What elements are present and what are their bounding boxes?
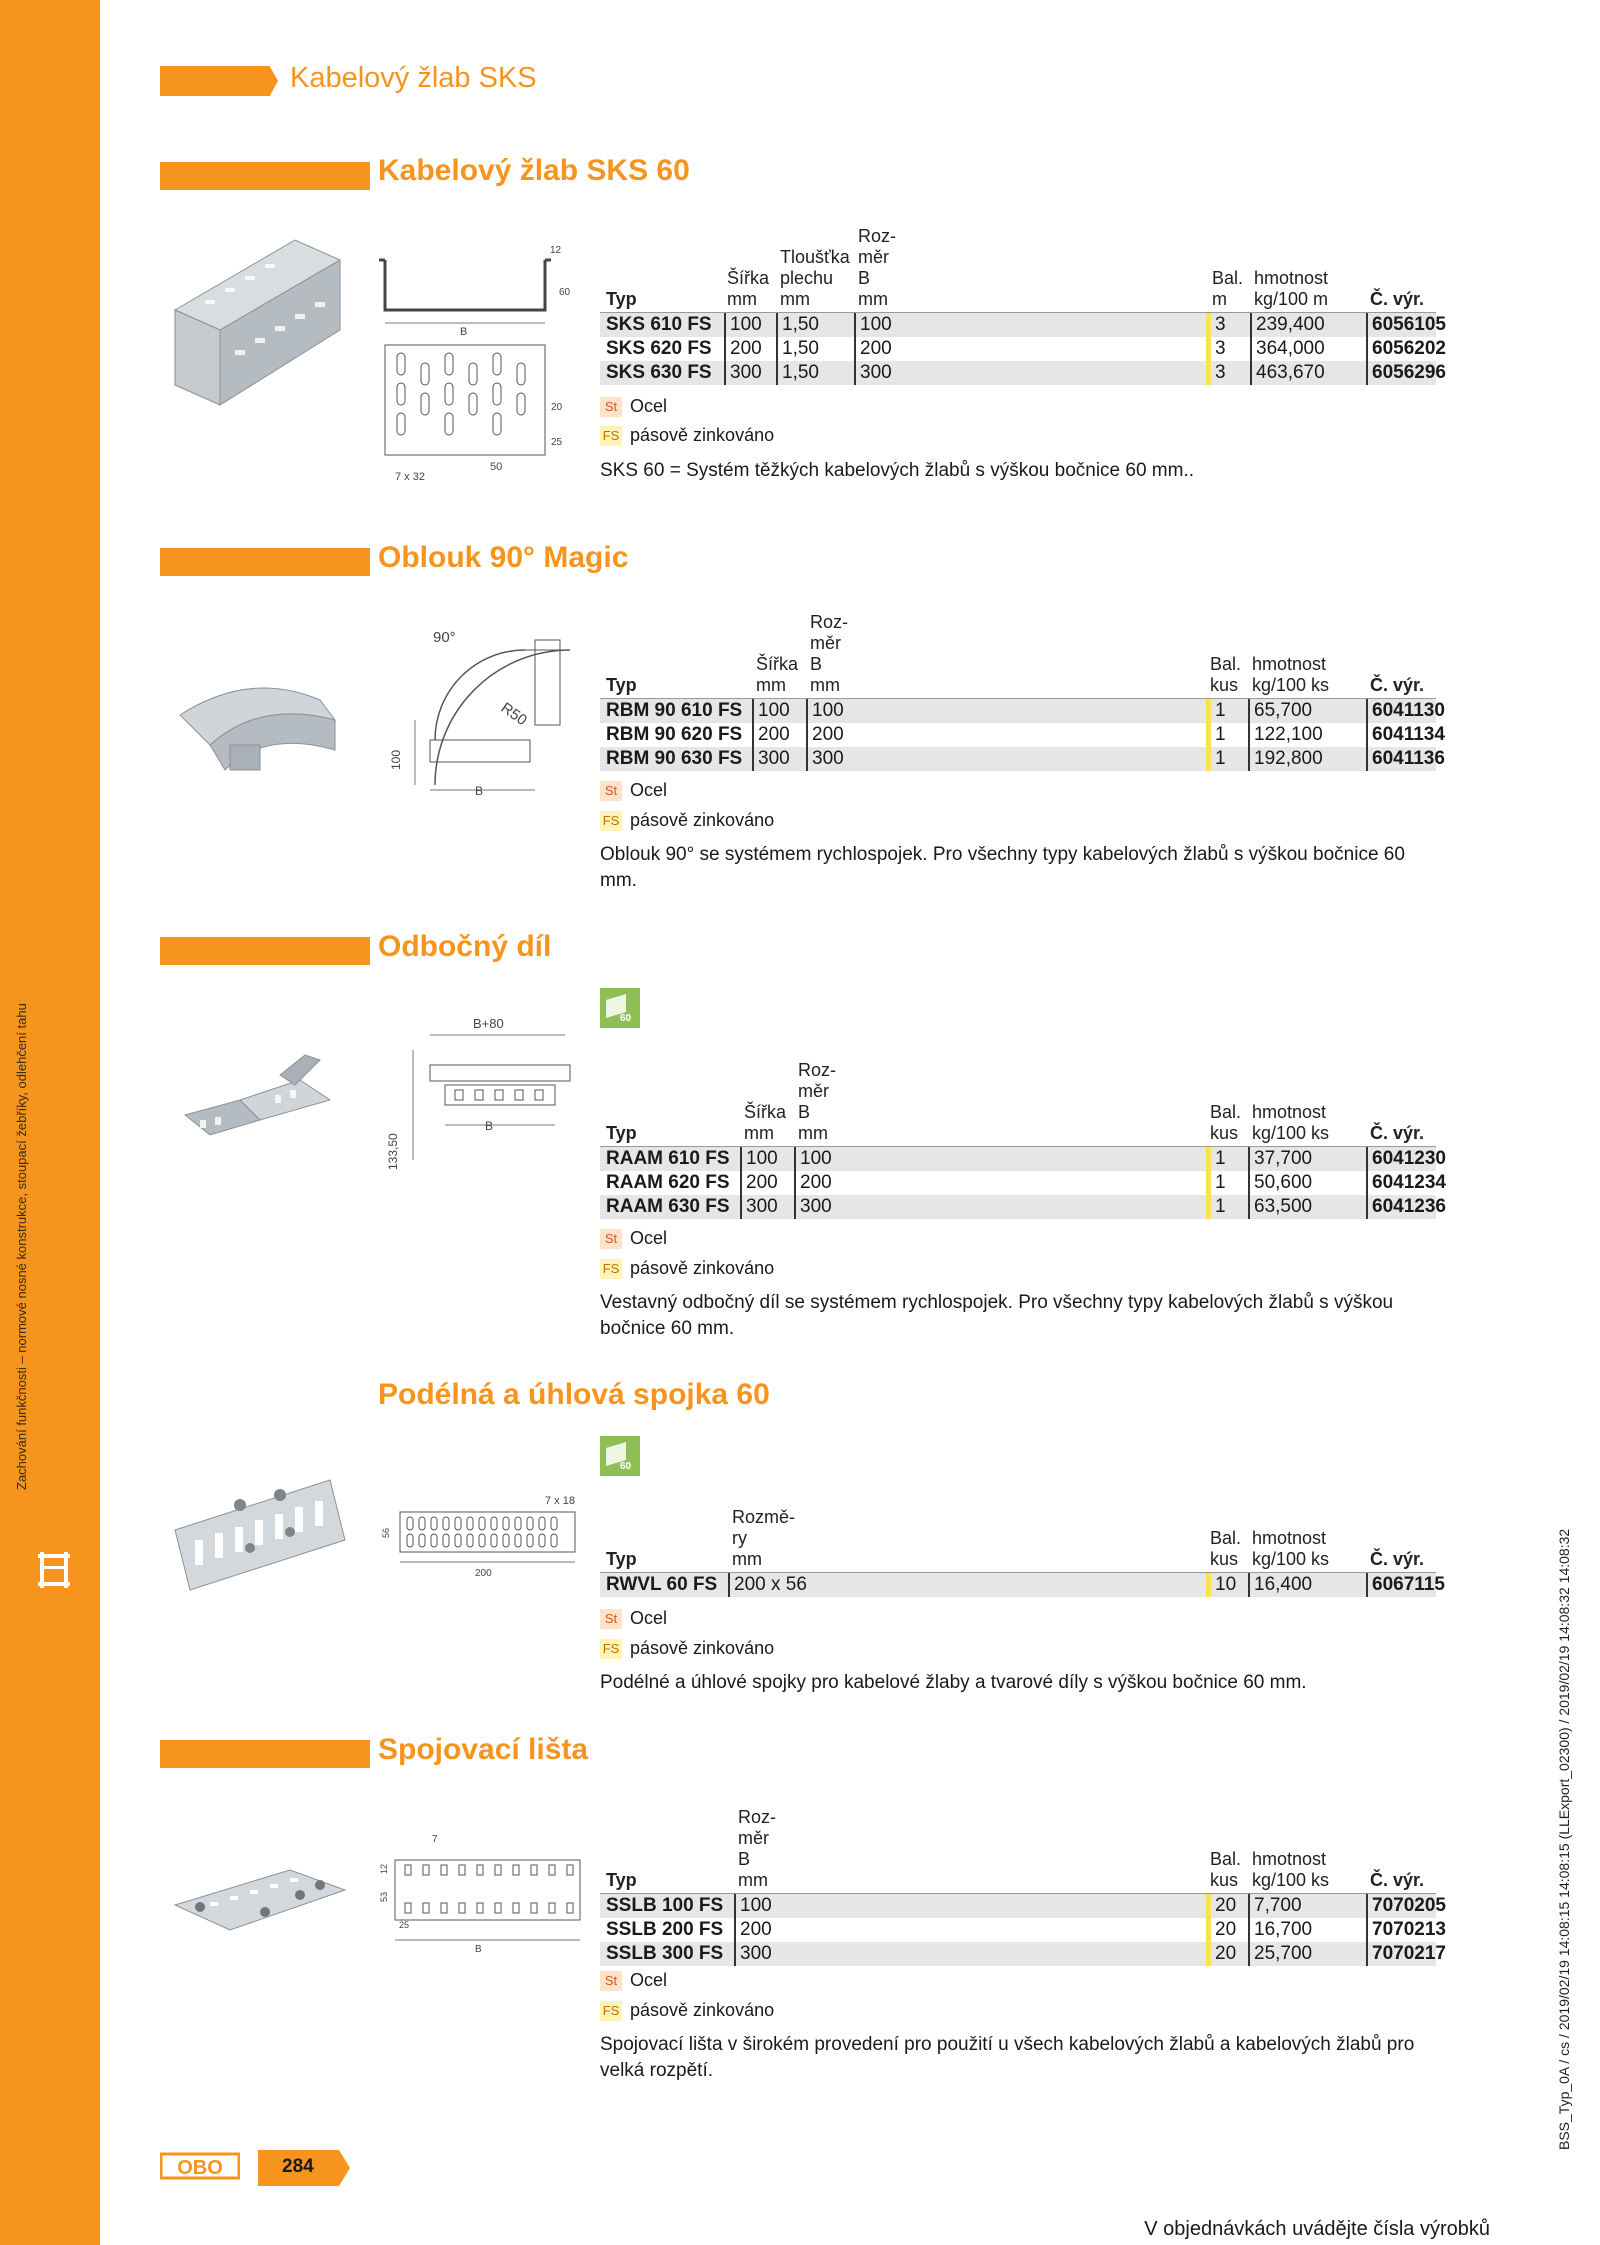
col-hmotnost: hmotnost kg/100 ks [1252, 1102, 1330, 1143]
table-row: SSLB 300 FS 300 20 25,700 7070217 [600, 1942, 1436, 1966]
ladder-icon [34, 1548, 74, 1592]
material-finish: FS pásově zinkováno [600, 1258, 774, 1279]
product-table [600, 1500, 1445, 1597]
dim-56: 56 [381, 1527, 391, 1538]
table-row: RBM 90 620 FS 200 200 1 122,100 6041134 [606, 724, 1445, 745]
table-row: SSLB 200 FS 200 20 16,700 7070213 [606, 1919, 1446, 1940]
dim-7: 7 [432, 1834, 438, 1845]
col-bal: Bal. kus [1210, 1102, 1242, 1143]
product-table [600, 1805, 1446, 1966]
col-cvyr: Č. výr. [1370, 1549, 1425, 1569]
col-tloustka: Tloušťka plechu mm [780, 247, 850, 309]
svg-text:OBO: OBO [177, 2157, 223, 2179]
dim-200: 200 [475, 1568, 492, 1579]
sidebar-text: Zachování funkčnosti – normové nosné konstrukce, stoupací žebříky, odlehčení tahu [14, 1003, 29, 1490]
section-bar [160, 937, 370, 965]
col-cvyr: Č. výr. [1370, 1870, 1425, 1890]
table-row: SKS 610 FS 100 1,50 100 3 239,400 6056105 [600, 312, 1436, 337]
bend-photo [170, 670, 340, 780]
dim-12: 12 [550, 245, 562, 256]
tee-photo [180, 1045, 340, 1145]
col-cvyr: Č. výr. [1370, 675, 1425, 695]
col-bal: Bal. kus [1210, 1849, 1242, 1890]
dim-b: B [485, 1119, 494, 1133]
section-title: Kabelový žlab SKS 60 [378, 154, 690, 187]
table-row: RAAM 610 FS 100 100 1 37,700 6041230 [600, 1146, 1436, 1171]
col-hmotnost: hmotnost kg/100 ks [1252, 1849, 1330, 1890]
col-bal: Bal. m [1212, 268, 1244, 309]
col-sirka: Šířka mm [727, 268, 770, 309]
quick-connect-60-icon [600, 988, 640, 1028]
section-title: Spojovací lišta [378, 1733, 589, 1766]
svg-text:60: 60 [620, 1013, 632, 1024]
cable-tray-photo [165, 230, 345, 410]
col-hmotnost: hmotnost kg/100 m [1254, 268, 1329, 309]
col-bal: Bal. kus [1210, 1528, 1242, 1569]
section-description: Spojovací lišta v širokém provedení pro použití u všech kabelových žlabů a kabelových žlabů pro velká rozpětí. [600, 2034, 1415, 2081]
section-description: Oblouk 90° se systémem rychlospojek. Pro všechny typy kabelových žlabů s výškou bočnice 60 mm. [600, 844, 1405, 891]
quick-connect-60-icon [600, 1436, 640, 1476]
section-description: Podélné a úhlové spojky pro kabelové žlaby a tvarové díly s výškou bočnice 60 mm. [600, 1672, 1307, 1693]
dim-12: 12 [379, 1863, 389, 1874]
material-steel: St Ocel [600, 1608, 667, 1629]
product-table [600, 612, 1445, 771]
table-row: RAAM 620 FS 200 200 1 50,600 6041234 [606, 1172, 1446, 1193]
col-rozmer: Roz- měr B mm [738, 1807, 777, 1890]
section-title: Odbočný díl [378, 930, 552, 963]
product-table [600, 226, 1446, 385]
dim-100: 100 [389, 749, 403, 770]
table-row: SKS 620 FS 200 1,50 200 3 364,000 6056202 [606, 338, 1446, 359]
table-row: RBM 90 630 FS 300 300 1 192,800 6041136 [600, 747, 1436, 771]
dim-50: 50 [490, 461, 503, 473]
col-rozmer: Roz- měr B mm [798, 1060, 837, 1143]
section-description: Vestavný odbočný díl se systémem rychlospojek. Pro všechny typy kabelových žlabů s výškou bočnice 60 mm. [600, 1292, 1394, 1339]
bend-drawing [375, 620, 585, 820]
table-row: SSLB 100 FS 100 20 7,700 7070205 [600, 1893, 1436, 1918]
col-typ: Typ [606, 1549, 637, 1569]
material-finish: FS pásově zinkováno [600, 425, 774, 446]
col-bal: Bal. kus [1210, 654, 1242, 695]
joint-strip-drawing [375, 1830, 585, 1955]
col-sirka: Šířka mm [744, 1102, 787, 1143]
dim-b-plus-80: B+80 [473, 1016, 504, 1031]
col-typ: Typ [606, 1870, 637, 1890]
col-rozmery: Rozmě- ry mm [732, 1507, 796, 1569]
dim-25: 25 [551, 437, 563, 448]
material-steel: St Ocel [600, 780, 667, 801]
col-rozmer: Roz- měr B mm [858, 226, 897, 309]
header-arrow [264, 66, 278, 96]
dim-25: 25 [399, 1920, 410, 1930]
cable-tray-drawing [375, 235, 575, 490]
header-bar [160, 66, 270, 96]
material-finish: FS pásově zinkováno [600, 1638, 774, 1659]
dim-7x18: 7 x 18 [545, 1495, 575, 1507]
joint-strip-photo [170, 1855, 350, 1945]
table-row: RWVL 60 FS 200 x 56 10 16,400 6067115 [600, 1572, 1436, 1597]
dim-7x32: 7 x 32 [395, 471, 425, 483]
col-typ: Typ [606, 1123, 637, 1143]
material-steel: St Ocel [600, 1228, 667, 1249]
document-export-note: BSS_Typ_0A / cs / 2019/02/19 14:08:15 14:08:15 (LLExport_02300) / 2019/02/19 14:08:32 14:08:32 [1556, 1528, 1572, 2150]
svg-text:60: 60 [620, 1461, 632, 1472]
dim-20: 20 [551, 402, 563, 413]
col-sirka: Šířka mm [756, 654, 799, 695]
material-finish: FS pásově zinkováno [600, 2000, 774, 2021]
dim-b: B [475, 784, 484, 798]
obo-logo [160, 2152, 240, 2180]
page-number: 284 [282, 2156, 314, 2177]
material-steel: St Ocel [600, 1970, 667, 1991]
table-row: RAAM 630 FS 300 300 1 63,500 6041236 [600, 1195, 1436, 1219]
material-steel: St Ocel [600, 396, 667, 417]
section-title: Oblouk 90° Magic [378, 541, 629, 574]
connector-photo [170, 1470, 350, 1600]
col-cvyr: Č. výr. [1370, 1123, 1425, 1143]
section-bar [160, 1740, 370, 1768]
dim-radius: R50 [497, 699, 531, 730]
section-title: Podélná a úhlová spojka 60 [378, 1378, 770, 1411]
dim-133: 133,50 [386, 1133, 400, 1170]
dim-53: 53 [379, 1891, 389, 1902]
material-finish: FS pásově zinkováno [600, 810, 774, 831]
product-table [600, 1060, 1446, 1219]
table-row: RBM 90 610 FS 100 100 1 65,700 6041130 [600, 698, 1436, 723]
col-typ: Typ [606, 289, 637, 309]
col-hmotnost: hmotnost kg/100 ks [1252, 1528, 1330, 1569]
section-bar [160, 162, 370, 190]
connector-drawing [375, 1490, 585, 1580]
col-hmotnost: hmotnost kg/100 ks [1252, 654, 1330, 695]
dim-b: B [460, 326, 468, 338]
col-typ: Typ [606, 675, 637, 695]
dim-angle: 90° [433, 629, 456, 646]
section-description: SKS 60 = Systém těžkých kabelových žlabů s výškou bočnice 60 mm.. [600, 460, 1195, 481]
table-row: SKS 630 FS 300 1,50 300 3 463,670 6056296 [600, 361, 1436, 385]
footer-note: V objednávkách uvádějte čísla výrobků [1144, 2218, 1490, 2240]
col-cvyr: Č. výr. [1370, 289, 1425, 309]
section-bar [160, 548, 370, 576]
dim-b: B [475, 1944, 482, 1955]
tee-drawing [375, 1010, 585, 1170]
col-rozmer: Roz- měr B mm [810, 612, 849, 695]
dim-60: 60 [559, 287, 571, 298]
page-title: Kabelový žlab SKS [290, 62, 537, 94]
